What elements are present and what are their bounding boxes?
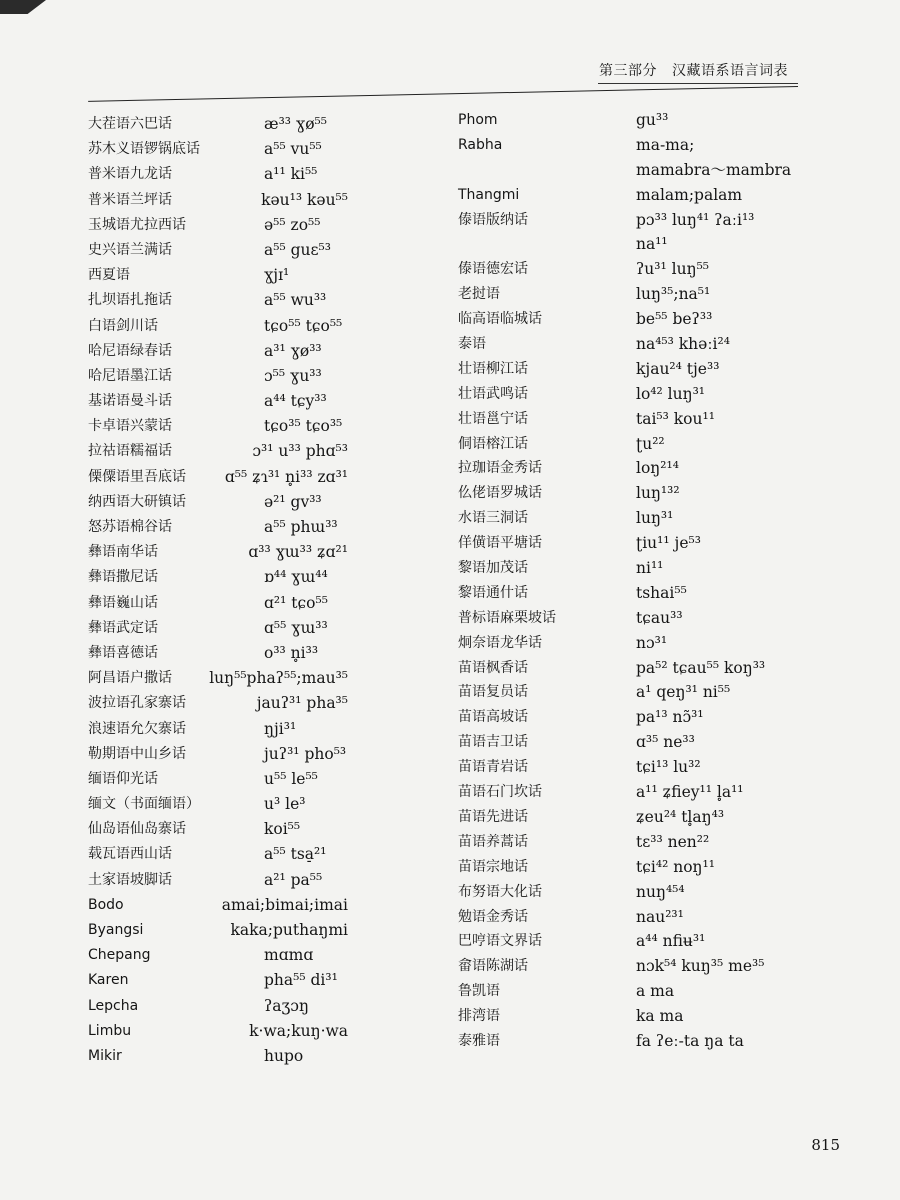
word-form: tɕau³³	[636, 608, 683, 627]
header-title: 汉藏语系语言词表	[672, 63, 788, 79]
language-name: Limbu	[88, 1022, 132, 1039]
word-form: loŋ²¹⁴	[636, 459, 679, 478]
entry-row	[458, 606, 818, 631]
word-form: ə⁵⁵ zo⁵⁵	[264, 215, 321, 234]
language-name: 勒期语中山乡话	[88, 745, 186, 762]
language-name: 普米语九龙话	[88, 166, 172, 183]
entry-row	[88, 364, 348, 389]
entry-row	[88, 616, 348, 641]
word-form: æ³³ ɣø⁵⁵	[264, 115, 327, 133]
language-name: 彝语南华话	[88, 544, 158, 561]
word-form: tɕo³⁵ tɕo³⁵	[264, 417, 343, 436]
language-name: 普标语麻栗坡话	[458, 609, 556, 626]
language-name: 彝语撒尼话	[88, 569, 158, 586]
entry-row	[458, 780, 818, 805]
entry-row	[458, 357, 818, 382]
entry-row	[458, 1004, 818, 1029]
word-form: a³¹ ɣø³³	[264, 341, 322, 360]
language-name: 苗语吉卫话	[458, 734, 528, 751]
word-form: ʔaʒɔŋ	[264, 996, 309, 1015]
language-name: 壮语柳江话	[458, 360, 528, 377]
word-form: a⁴⁴ nfiʉ³¹	[636, 932, 706, 951]
language-name: Bodo	[88, 896, 124, 913]
entry-row	[458, 855, 818, 880]
word-form: ɣjɪ¹	[264, 266, 290, 285]
word-form: ɔ³¹ u³³ phɑ⁵³	[252, 442, 348, 461]
language-name: 普米语兰坪话	[88, 191, 172, 208]
entry-row	[88, 490, 348, 515]
page-corner-shadow	[0, 0, 46, 14]
language-name: 仫佬语罗城话	[458, 485, 542, 502]
entry-row	[458, 656, 818, 681]
language-name: 史兴语兰满话	[88, 241, 172, 258]
word-form: luŋ¹³²	[636, 484, 680, 503]
entry-row	[88, 742, 348, 767]
language-name: 苗语宗地话	[458, 858, 528, 875]
word-form: a⁵⁵ tsa̠²¹	[264, 845, 327, 864]
entry-row	[88, 994, 348, 1019]
word-form: be⁵⁵ beʔ³³	[636, 310, 713, 329]
entry-row	[88, 591, 348, 616]
entry-row	[88, 918, 348, 943]
entry-row	[458, 382, 818, 407]
entry-row	[88, 666, 348, 691]
word-form: pa¹³ nɔ̃³¹	[636, 708, 704, 727]
word-form: kaka;puthaŋmi	[230, 921, 348, 939]
language-name: 缅语仰光话	[88, 770, 158, 787]
word-form: a²¹ pa⁵⁵	[264, 870, 323, 889]
language-name: 苗语先进话	[458, 808, 528, 825]
entry-row	[88, 414, 348, 439]
word-form: luŋ³¹	[636, 509, 674, 528]
language-name: Mikir	[88, 1047, 122, 1064]
language-name: 苗语青岩话	[458, 759, 528, 776]
entry-row	[458, 108, 818, 133]
entry-row	[88, 465, 348, 490]
entry-row	[88, 439, 348, 464]
word-form: na⁴⁵³ khəːi²⁴	[636, 335, 730, 354]
language-name: 苗语复员话	[458, 684, 528, 701]
entry-row	[88, 188, 348, 213]
entry-row	[458, 307, 818, 332]
word-form: a ma	[636, 982, 675, 1001]
word-form: ka ma	[636, 1007, 684, 1026]
language-name: 拉祜语糯福话	[88, 443, 172, 460]
language-name: 哈尼语绿春话	[88, 342, 172, 359]
entry-row	[458, 680, 818, 705]
word-form: ɑ⁵⁵ ʑɿ³¹ n̥i³³ zɑ³¹	[224, 467, 348, 486]
word-form: ma-ma;	[636, 135, 695, 154]
language-name: 载瓦语西山话	[88, 846, 172, 863]
word-form: amai;bimai;imai	[221, 895, 348, 914]
entry-row	[458, 531, 818, 556]
language-name: 傣语德宏话	[458, 261, 528, 278]
running-header	[599, 60, 788, 80]
language-name: 泰语	[458, 336, 486, 353]
word-form: hupo	[264, 1046, 304, 1065]
word-form: gu³³	[636, 111, 669, 129]
word-form: ɒ⁴⁴ ɣɯ⁴⁴	[264, 568, 328, 587]
language-name: 浪速语允欠寨话	[88, 720, 186, 737]
language-name: 卡卓语兴蒙话	[88, 418, 172, 435]
entry-row	[88, 288, 348, 313]
word-form: koi⁵⁵	[264, 820, 301, 839]
language-name: 扎坝语扎拖话	[88, 292, 172, 309]
entry-row	[458, 631, 818, 656]
language-name: 勉语金秀话	[458, 908, 528, 925]
page-rule	[88, 86, 798, 102]
header-rule	[598, 83, 798, 84]
language-name: 哈尼语墨江话	[88, 367, 172, 384]
language-name: 玉城语尤拉西话	[88, 216, 186, 233]
word-form: a⁵⁵ wu³³	[264, 291, 327, 310]
word-form: kjau²⁴ tje³³	[636, 359, 720, 378]
word-form: tɕo⁵⁵ tɕo⁵⁵	[264, 316, 343, 335]
right-column	[458, 108, 818, 1054]
language-name: 缅文（书面缅语）	[88, 796, 200, 813]
entry-row	[88, 565, 348, 590]
word-form: a¹¹ ki⁵⁵	[264, 165, 318, 184]
word-form: a¹ qeŋ³¹ ni⁵⁵	[636, 683, 731, 702]
entry-row	[458, 332, 818, 357]
language-name: 炯奈语龙华话	[458, 634, 542, 651]
word-form: k·wa;kuŋ·wa	[249, 1021, 348, 1040]
word-form: ɑ³³ ɣɯ³³ ʑɑ²¹	[248, 543, 348, 562]
word-form: mɑmɑ	[264, 946, 314, 965]
word-form: mamabra～mambra	[636, 160, 792, 179]
entry-row	[88, 868, 348, 893]
language-name: 彝语喜德话	[88, 644, 158, 661]
entry-row	[88, 767, 348, 792]
language-name: 苗语养蒿话	[458, 833, 528, 850]
language-name: 巴哼语文界话	[458, 933, 542, 950]
entry-row	[458, 705, 818, 730]
word-form: fa ʔeː-ta ŋa ta	[636, 1031, 744, 1050]
entry-row	[88, 691, 348, 716]
language-name: 白语剑川话	[88, 317, 158, 334]
language-name: 老挝语	[458, 286, 500, 303]
word-form: na¹¹	[636, 235, 668, 254]
word-form: nɔ³¹	[636, 633, 668, 652]
entry-row	[88, 1044, 348, 1069]
entry-row	[458, 257, 818, 282]
language-name: 泰雅语	[458, 1032, 500, 1049]
language-name: 拉珈语金秀话	[458, 460, 542, 477]
entry-row	[88, 893, 348, 918]
word-form: ɑ²¹ tɕo⁵⁵	[264, 593, 328, 612]
entry-row	[458, 730, 818, 755]
language-name: 彝语武定话	[88, 619, 158, 636]
entry-row	[88, 943, 348, 968]
language-name: 黎语通什话	[458, 584, 528, 601]
word-form: tshai⁵⁵	[636, 583, 687, 602]
entry-row	[88, 792, 348, 817]
entry-row	[88, 213, 348, 238]
word-form: ə²¹ gv³³	[264, 492, 322, 511]
word-form: ɔ⁵⁵ ɣu³³	[264, 366, 322, 385]
language-name: 彝语巍山话	[88, 594, 158, 611]
entry-row	[88, 717, 348, 742]
entry-row	[458, 905, 818, 930]
word-form: tɕi¹³ lu³²	[636, 758, 701, 777]
language-name: Chepang	[88, 947, 151, 964]
entry-row	[88, 842, 348, 867]
language-name: Phom	[458, 112, 498, 128]
language-name: 苗语枫香话	[458, 659, 528, 676]
language-name	[458, 158, 636, 183]
language-name: 怒苏语棉谷话	[88, 519, 172, 535]
word-form: ni¹¹	[636, 559, 664, 578]
language-name: 临高语临城话	[458, 311, 542, 328]
language-name: 鲁凯语	[458, 983, 500, 1000]
language-name: 壮语武鸣话	[458, 385, 528, 402]
entry-row	[88, 314, 348, 339]
word-form: a⁴⁴ tɕy³³	[264, 392, 327, 411]
word-form: tai⁵³ kou¹¹	[636, 409, 715, 428]
word-form: pa⁵² tɕau⁵⁵ koŋ³³	[636, 658, 766, 677]
entry-row	[458, 929, 818, 954]
entry-row	[458, 506, 818, 531]
word-form: kəu¹³ kəu⁵⁵	[261, 190, 348, 209]
header-part: 第三部分	[599, 63, 658, 79]
word-form: ʔu³¹ luŋ⁵⁵	[636, 260, 709, 279]
language-name: 大茬语六巴话	[88, 116, 172, 132]
entry-row	[458, 282, 818, 307]
word-form: ɑ³⁵ ne³³	[636, 733, 695, 752]
word-form: a⁵⁵ guɛ⁵³	[264, 240, 331, 259]
word-form: ʈiu¹¹ je⁵³	[636, 534, 701, 553]
word-form: juʔ³¹ pho⁵³	[264, 744, 347, 763]
entry-row	[458, 183, 818, 208]
entry-row	[88, 968, 348, 993]
entry-row	[458, 581, 818, 606]
entry-row	[458, 556, 818, 581]
language-name: 波拉语孔家寨话	[88, 695, 186, 712]
entry-row	[88, 137, 348, 162]
entry-row	[458, 1029, 818, 1054]
entry-row	[458, 830, 818, 855]
entry-row	[88, 389, 348, 414]
word-form: a⁵⁵ phɯ³³	[264, 518, 338, 536]
language-name: 苗语高坡话	[458, 709, 528, 726]
language-name: 黎语加茂话	[458, 560, 528, 577]
language-name: 西夏语	[88, 267, 130, 284]
entry-row	[458, 755, 818, 780]
entry-row	[88, 1019, 348, 1044]
word-form: luŋ³⁵;na⁵¹	[636, 285, 711, 304]
word-form: luŋ⁵⁵phaʔ⁵⁵;mau³⁵	[209, 669, 348, 688]
language-name: 仙岛语仙岛寨话	[88, 821, 186, 838]
word-form: a¹¹ ʑfiey¹¹ l̥a¹¹	[636, 783, 744, 802]
entry-row	[88, 641, 348, 666]
entry-row	[88, 515, 348, 540]
word-form: a⁵⁵ vu⁵⁵	[264, 140, 322, 159]
page-number: 815	[811, 1136, 840, 1154]
entry-row	[88, 112, 348, 137]
language-name: Lepcha	[88, 997, 139, 1014]
entry-row	[458, 407, 818, 432]
entry-row	[458, 232, 818, 257]
language-name: 佯僙语平塘话	[458, 535, 542, 552]
language-name: 布努语大化话	[458, 883, 542, 900]
language-name: 畲语陈湖话	[458, 958, 528, 975]
entry-row	[458, 481, 818, 506]
language-name: Thangmi	[458, 186, 520, 203]
entry-row	[458, 805, 818, 830]
word-form: o³³ n̥i³³	[264, 643, 319, 662]
word-form: tɛ³³ nen²²	[636, 832, 710, 851]
language-name: Byangsi	[88, 922, 144, 938]
language-name: 水语三洞话	[458, 510, 528, 527]
word-form: lo⁴² luŋ³¹	[636, 384, 705, 403]
word-form: jauʔ³¹ pha³⁵	[256, 694, 348, 713]
language-name: 傣语版纳话	[458, 211, 528, 228]
language-name: Rabha	[458, 136, 503, 153]
entry-row	[458, 158, 818, 183]
entry-row	[458, 880, 818, 905]
entry-row	[88, 817, 348, 842]
word-form: ʑeu²⁴ tl̥aŋ⁴³	[636, 807, 725, 826]
language-name: 排湾语	[458, 1008, 500, 1025]
word-form: nuŋ⁴⁵⁴	[636, 882, 685, 901]
entry-row	[88, 238, 348, 263]
entry-row	[88, 540, 348, 565]
word-form: pha⁵⁵ di³¹	[264, 971, 338, 990]
language-name	[458, 232, 636, 257]
word-form: u³ le³	[264, 795, 306, 814]
left-column	[88, 112, 348, 1069]
language-name: 苏木义语锣锅底话	[88, 141, 200, 158]
word-form: ŋji³¹	[264, 719, 297, 738]
language-name: 苗语石门坎话	[458, 784, 542, 801]
word-form: u⁵⁵ le⁵⁵	[264, 769, 318, 788]
language-name: 基诺语曼斗话	[88, 393, 172, 410]
word-form: ɑ⁵⁵ ɣɯ³³	[264, 618, 328, 637]
entry-row	[88, 162, 348, 187]
word-form: tɕi⁴² noŋ¹¹	[636, 857, 715, 876]
word-form: pɔ³³ luŋ⁴¹ ʔaːi¹³	[636, 210, 755, 229]
language-name: 土家语坡脚话	[88, 871, 172, 888]
word-form: nɔk⁵⁴ kuŋ³⁵ me³⁵	[636, 957, 765, 976]
language-name: 纳西语大研镇话	[88, 493, 186, 510]
word-form: nau²³¹	[636, 907, 684, 926]
language-name: 阿昌语户撒话	[88, 670, 172, 687]
entry-row	[458, 456, 818, 481]
language-name: 侗语榕江话	[458, 435, 528, 452]
word-form: malam;palam	[636, 185, 743, 204]
entry-row	[458, 133, 818, 158]
language-name: 壮语邕宁话	[458, 410, 528, 427]
language-name: Karen	[88, 972, 129, 989]
entry-row	[458, 954, 818, 979]
entry-row	[458, 432, 818, 457]
entry-row	[88, 263, 348, 288]
entry-row	[458, 979, 818, 1004]
word-form: ʈu²²	[636, 434, 665, 453]
entry-row	[458, 208, 818, 233]
language-name: 傈僳语里吾底话	[88, 468, 186, 485]
entry-row	[88, 339, 348, 364]
